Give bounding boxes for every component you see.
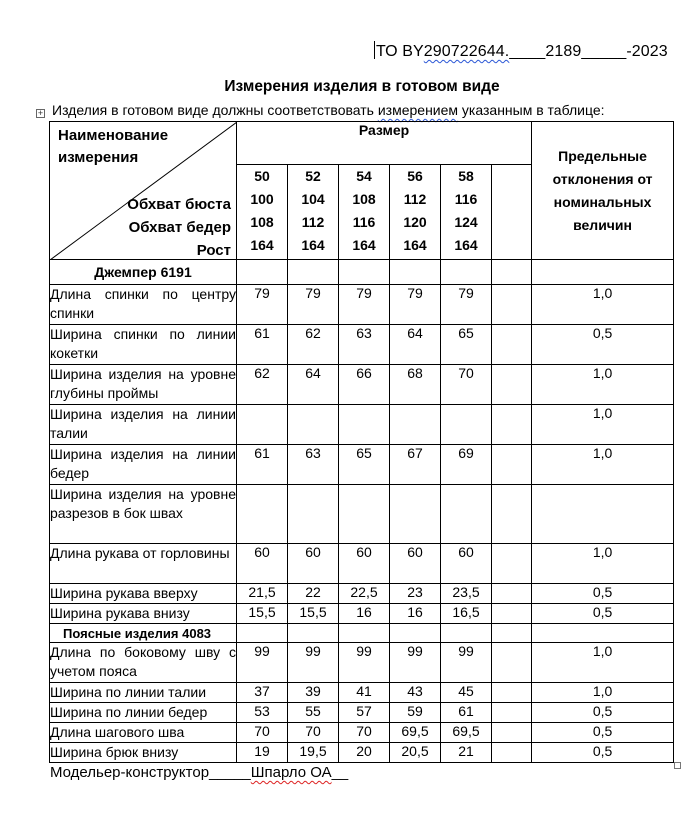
measurement-value[interactable]: 23 xyxy=(390,584,441,604)
measurement-value[interactable]: 37 xyxy=(237,683,288,703)
measurement-value[interactable] xyxy=(492,643,532,683)
ref-year: -2023 xyxy=(626,43,668,60)
measurement-value[interactable]: 69,5 xyxy=(441,723,492,743)
measurement-value[interactable] xyxy=(339,405,390,445)
measurement-value[interactable] xyxy=(492,405,532,445)
measurement-value[interactable]: 99 xyxy=(237,643,288,683)
measurement-value[interactable] xyxy=(492,683,532,703)
measurement-value[interactable] xyxy=(492,584,532,604)
measurement-value[interactable]: 23,5 xyxy=(441,584,492,604)
size-column-58[interactable] xyxy=(441,165,492,260)
measurement-value[interactable]: 57 xyxy=(339,703,390,723)
tolerance-value[interactable] xyxy=(532,485,674,544)
measurement-value[interactable]: 41 xyxy=(339,683,390,703)
measurement-value[interactable]: 61 xyxy=(237,445,288,485)
size-column-52[interactable] xyxy=(288,165,339,260)
table-row xyxy=(50,544,674,584)
table-row xyxy=(50,405,674,445)
measurement-value[interactable] xyxy=(390,405,441,445)
tolerance-value[interactable]: 1,0 xyxy=(532,285,674,325)
tolerance-value[interactable]: 0,5 xyxy=(532,584,674,604)
height-value: 164 xyxy=(301,237,325,253)
empty-cell[interactable] xyxy=(339,260,390,285)
empty-cell[interactable] xyxy=(390,624,441,643)
measurement-value[interactable]: 20,5 xyxy=(390,743,441,763)
measurement-name[interactable]: Длина по боковому шву с учетом пояса xyxy=(50,643,237,683)
hips-value: 124 xyxy=(454,214,478,230)
measurement-value[interactable]: 16 xyxy=(390,604,441,624)
ref-blank-1: ____ xyxy=(509,43,546,60)
measurement-value[interactable]: 61 xyxy=(237,325,288,365)
tolerance-header-line-3: номинальных xyxy=(553,193,652,210)
measurement-value[interactable]: 60 xyxy=(288,544,339,584)
measurement-name[interactable]: Ширина рукава внизу xyxy=(50,604,237,624)
measurement-value[interactable] xyxy=(492,325,532,365)
empty-cell[interactable] xyxy=(339,624,390,643)
measurement-name[interactable]: Длина спинки по центру спинки xyxy=(50,285,237,325)
tolerance-value[interactable]: 0,5 xyxy=(532,604,674,624)
tolerance-value[interactable]: 1,0 xyxy=(532,683,674,703)
corner-top-line-1: Наименование xyxy=(58,127,169,144)
measurement-value[interactable]: 45 xyxy=(441,683,492,703)
measurement-value[interactable]: 19,5 xyxy=(288,743,339,763)
measurement-value[interactable] xyxy=(441,485,492,544)
measurement-value[interactable]: 99 xyxy=(339,643,390,683)
size-header[interactable]: Размер xyxy=(237,122,532,165)
section-title-waist-items[interactable]: Поясные изделия 4083 xyxy=(50,624,237,643)
size-column-56[interactable] xyxy=(390,165,441,260)
tolerance-value[interactable]: 0,5 xyxy=(532,743,674,763)
table-row xyxy=(50,485,674,544)
corner-bust-label: Обхват бюста xyxy=(127,196,231,213)
measurement-value[interactable] xyxy=(492,723,532,743)
measurement-value[interactable] xyxy=(288,405,339,445)
tolerance-header-line-1: Предельные xyxy=(558,147,647,164)
measurement-value[interactable]: 21,5 xyxy=(237,584,288,604)
bust-value: 104 xyxy=(301,191,325,207)
empty-cell[interactable] xyxy=(492,624,532,643)
measurement-value[interactable]: 64 xyxy=(390,325,441,365)
table-row xyxy=(50,683,674,703)
size-value: 54 xyxy=(356,168,372,184)
table-row xyxy=(50,723,674,743)
measurement-value[interactable]: 79 xyxy=(390,285,441,325)
measurement-value[interactable]: 21 xyxy=(441,743,492,763)
measurement-value[interactable]: 67 xyxy=(390,445,441,485)
section-jumper-rows xyxy=(50,285,674,624)
measurement-value[interactable]: 60 xyxy=(339,544,390,584)
tolerance-value[interactable]: 1,0 xyxy=(532,643,674,683)
measurement-value[interactable] xyxy=(441,405,492,445)
measurement-value[interactable]: 62 xyxy=(237,365,288,405)
measurement-value[interactable]: 99 xyxy=(288,643,339,683)
empty-cell[interactable] xyxy=(441,260,492,285)
hips-value: 120 xyxy=(403,214,427,230)
table-row xyxy=(50,604,674,624)
signature-blank: _____ xyxy=(209,764,251,781)
tolerance-value[interactable]: 1,0 xyxy=(532,544,674,584)
measurement-value[interactable]: 64 xyxy=(288,365,339,405)
measurement-value[interactable]: 19 xyxy=(237,743,288,763)
signature-blank-end: __ xyxy=(331,764,349,781)
corner-hips-label: Обхват бедер xyxy=(128,219,231,236)
tolerance-value[interactable]: 0,5 xyxy=(532,325,674,365)
empty-cell[interactable] xyxy=(288,624,339,643)
intro-underlined-word: измерением xyxy=(377,102,459,118)
height-value: 164 xyxy=(403,237,427,253)
height-value: 164 xyxy=(454,237,478,253)
measurement-value[interactable]: 60 xyxy=(390,544,441,584)
measurement-value[interactable]: 53 xyxy=(237,703,288,723)
measurement-value[interactable]: 55 xyxy=(288,703,339,723)
measurement-value[interactable] xyxy=(492,285,532,325)
designer-name: Шпарло ОА xyxy=(250,764,332,781)
bust-value: 108 xyxy=(352,191,376,207)
measurement-value[interactable]: 60 xyxy=(237,544,288,584)
measurement-value[interactable]: 69,5 xyxy=(390,723,441,743)
size-column-54[interactable] xyxy=(339,165,390,260)
empty-cell[interactable] xyxy=(441,624,492,643)
section-title-jumper[interactable]: Джемпер 6191 xyxy=(50,260,237,285)
empty-cell[interactable] xyxy=(288,260,339,285)
measurement-value[interactable] xyxy=(237,405,288,445)
table-row xyxy=(50,643,674,683)
measurement-value[interactable] xyxy=(492,604,532,624)
table-row xyxy=(50,703,674,723)
corner-top-label xyxy=(58,125,168,169)
tolerance-value[interactable]: 0,5 xyxy=(532,723,674,743)
table-row xyxy=(50,584,674,604)
measurement-value[interactable]: 70 xyxy=(237,723,288,743)
measurement-value[interactable] xyxy=(492,365,532,405)
table-row xyxy=(50,365,674,405)
measurement-value[interactable]: 61 xyxy=(441,703,492,723)
measurement-name[interactable]: Ширина по линии бедер xyxy=(50,703,237,723)
measurement-value[interactable]: 62 xyxy=(288,325,339,365)
size-value: 52 xyxy=(305,168,321,184)
measurement-value[interactable]: 63 xyxy=(339,325,390,365)
measurement-value[interactable] xyxy=(492,703,532,723)
measurement-value[interactable]: 70 xyxy=(441,365,492,405)
corner-header-cell[interactable] xyxy=(50,122,237,260)
size-column-50[interactable] xyxy=(237,165,288,260)
corner-top-line-2: измерения xyxy=(58,149,139,166)
empty-cell[interactable] xyxy=(390,260,441,285)
tolerance-header-line-2: отклонения от xyxy=(552,170,653,187)
empty-cell[interactable] xyxy=(237,260,288,285)
ref-blank-2: _____ xyxy=(581,43,627,60)
measurement-value[interactable] xyxy=(492,743,532,763)
measurement-value[interactable]: 70 xyxy=(288,723,339,743)
tolerance-value[interactable]: 1,0 xyxy=(532,365,674,405)
measurement-name[interactable]: Длина шагового шва xyxy=(50,723,237,743)
table-resize-handle[interactable] xyxy=(674,762,681,769)
corner-bottom-label xyxy=(127,193,231,260)
ref-number: 290722644. xyxy=(423,43,510,60)
hips-value: 108 xyxy=(250,214,274,230)
measurement-value[interactable]: 22,5 xyxy=(339,584,390,604)
measurement-value[interactable]: 99 xyxy=(441,643,492,683)
measurement-value[interactable]: 16 xyxy=(339,604,390,624)
measurement-name[interactable]: Ширина изделия на линии бедер xyxy=(50,445,237,485)
measurement-value[interactable]: 79 xyxy=(339,285,390,325)
intro-text xyxy=(52,102,605,118)
measurement-value[interactable]: 65 xyxy=(339,445,390,485)
measurement-value[interactable]: 70 xyxy=(339,723,390,743)
hips-value: 116 xyxy=(352,214,376,230)
ref-code: 2189 xyxy=(545,43,582,60)
measurement-value[interactable]: 43 xyxy=(390,683,441,703)
tolerance-value[interactable]: 1,0 xyxy=(532,405,674,445)
page-title: Измерения изделия в готовом виде xyxy=(224,78,500,95)
table-row xyxy=(50,445,674,485)
intro-start: Изделия в готовом виде должны соответствовать xyxy=(52,102,378,118)
size-value: 50 xyxy=(254,168,270,184)
bust-value: 116 xyxy=(454,191,478,207)
measurement-value[interactable]: 15,5 xyxy=(237,604,288,624)
measurement-value[interactable]: 65 xyxy=(441,325,492,365)
empty-cell[interactable] xyxy=(532,260,674,285)
size-value: 56 xyxy=(407,168,423,184)
height-value: 164 xyxy=(250,237,274,253)
measurement-name[interactable]: Ширина брюк внизу xyxy=(50,743,237,763)
measurement-value[interactable] xyxy=(288,485,339,544)
measurements-table[interactable] xyxy=(49,121,674,763)
measurement-value[interactable] xyxy=(492,485,532,544)
designer-role: Модельер-конструктор xyxy=(50,764,210,781)
measurement-value[interactable]: 99 xyxy=(390,643,441,683)
measurement-name[interactable]: Длина рукава от горловины xyxy=(50,544,237,584)
measurement-value[interactable] xyxy=(237,485,288,544)
bust-value: 112 xyxy=(403,191,427,207)
tolerance-value[interactable]: 0,5 xyxy=(532,703,674,723)
measurement-name[interactable]: Ширина рукава вверху xyxy=(50,584,237,604)
measurement-name[interactable]: Ширина изделия на линии талии xyxy=(50,405,237,445)
table-move-handle-icon[interactable]: + xyxy=(37,108,44,118)
measurement-value[interactable]: 22 xyxy=(288,584,339,604)
measurement-value[interactable]: 63 xyxy=(288,445,339,485)
measurement-name[interactable]: Ширина изделия на уровне разрезов в бок швах xyxy=(50,485,237,544)
measurement-value[interactable]: 16,5 xyxy=(441,604,492,624)
table-row xyxy=(50,325,674,365)
height-value: 164 xyxy=(352,237,376,253)
document-reference xyxy=(374,41,668,61)
measurement-value[interactable]: 66 xyxy=(339,365,390,405)
measurement-value[interactable] xyxy=(492,544,532,584)
measurement-name[interactable]: Ширина спинки по линии кокетки xyxy=(50,325,237,365)
measurement-name[interactable]: Ширина изделия на уровне глубины проймы xyxy=(50,365,237,405)
empty-cell[interactable] xyxy=(532,624,674,643)
size-value: 58 xyxy=(458,168,474,184)
measurement-value[interactable]: 68 xyxy=(390,365,441,405)
measurement-value[interactable]: 15,5 xyxy=(288,604,339,624)
measurement-value[interactable]: 79 xyxy=(237,285,288,325)
tolerance-header[interactable] xyxy=(532,122,674,260)
tolerance-header-line-4: величин xyxy=(573,216,632,233)
measurement-value[interactable]: 20 xyxy=(339,743,390,763)
measurement-value[interactable]: 79 xyxy=(288,285,339,325)
table-row xyxy=(50,285,674,325)
measurement-value[interactable] xyxy=(339,485,390,544)
measurement-value[interactable] xyxy=(390,485,441,544)
text-cursor xyxy=(374,41,375,59)
signature-line xyxy=(50,764,348,781)
measurement-value[interactable] xyxy=(492,445,532,485)
measurement-value[interactable]: 79 xyxy=(441,285,492,325)
table-row xyxy=(50,743,674,763)
intro-end: указанным в таблице: xyxy=(458,102,605,118)
corner-height-label: Рост xyxy=(196,242,231,259)
hips-value: 112 xyxy=(301,214,325,230)
measurement-value[interactable]: 59 xyxy=(390,703,441,723)
ref-prefix: ТО BY xyxy=(376,43,424,60)
bust-value: 100 xyxy=(250,191,274,207)
empty-cell[interactable] xyxy=(492,260,532,285)
tolerance-value[interactable]: 1,0 xyxy=(532,445,674,485)
size-column-empty[interactable] xyxy=(492,165,532,260)
measurement-value[interactable]: 69 xyxy=(441,445,492,485)
measurement-name[interactable]: Ширина по линии талии xyxy=(50,683,237,703)
empty-cell[interactable] xyxy=(237,624,288,643)
section-waist-items-rows xyxy=(50,643,674,763)
measurement-value[interactable]: 60 xyxy=(441,544,492,584)
measurement-value[interactable]: 39 xyxy=(288,683,339,703)
